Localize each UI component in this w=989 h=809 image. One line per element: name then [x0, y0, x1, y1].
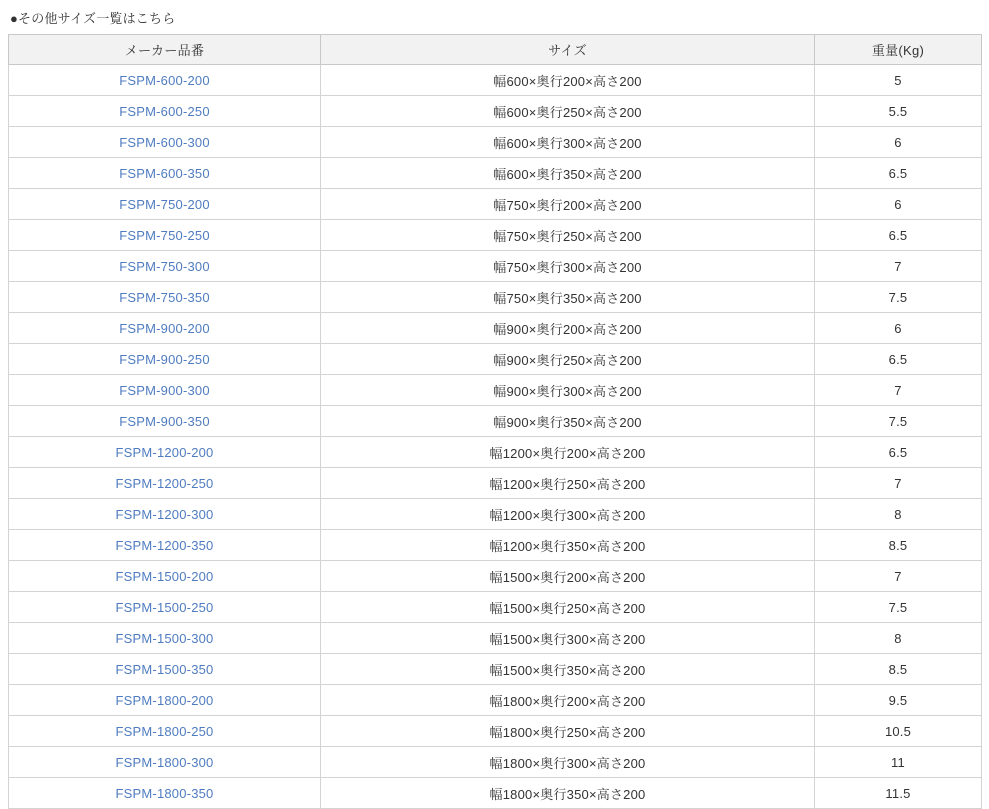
cell-part-number[interactable]: FSPM-1200-250	[9, 468, 321, 499]
cell-weight: 10.5	[815, 716, 982, 747]
size-table	[8, 34, 982, 809]
cell-size: 幅1800×奥行250×高さ200	[321, 716, 815, 747]
cell-weight: 8	[815, 499, 982, 530]
table-row	[9, 499, 982, 530]
cell-part-number[interactable]: FSPM-1500-300	[9, 623, 321, 654]
table-row	[9, 220, 982, 251]
cell-part-number[interactable]: FSPM-1800-350	[9, 778, 321, 809]
table-row	[9, 747, 982, 778]
cell-size: 幅1200×奥行350×高さ200	[321, 530, 815, 561]
cell-part-number[interactable]: FSPM-1500-350	[9, 654, 321, 685]
cell-part-number[interactable]: FSPM-600-300	[9, 127, 321, 158]
cell-weight: 6.5	[815, 158, 982, 189]
cell-weight: 5	[815, 65, 982, 96]
cell-size: 幅900×奥行350×高さ200	[321, 406, 815, 437]
cell-part-number[interactable]: FSPM-1800-200	[9, 685, 321, 716]
table-row	[9, 65, 982, 96]
cell-size: 幅1500×奥行200×高さ200	[321, 561, 815, 592]
table-row	[9, 530, 982, 561]
cell-size: 幅1500×奥行350×高さ200	[321, 654, 815, 685]
cell-weight: 8.5	[815, 654, 982, 685]
cell-size: 幅1800×奥行350×高さ200	[321, 778, 815, 809]
cell-size: 幅750×奥行300×高さ200	[321, 251, 815, 282]
table-row	[9, 592, 982, 623]
table-row	[9, 158, 982, 189]
table-row	[9, 251, 982, 282]
table-row	[9, 406, 982, 437]
cell-weight: 7.5	[815, 406, 982, 437]
cell-part-number[interactable]: FSPM-900-350	[9, 406, 321, 437]
cell-part-number[interactable]: FSPM-600-200	[9, 65, 321, 96]
cell-weight: 11	[815, 747, 982, 778]
cell-weight: 6.5	[815, 437, 982, 468]
cell-size: 幅600×奥行350×高さ200	[321, 158, 815, 189]
table-row	[9, 282, 982, 313]
cell-size: 幅900×奥行200×高さ200	[321, 313, 815, 344]
table-header-row	[9, 35, 982, 65]
cell-weight: 7.5	[815, 592, 982, 623]
column-header-size: サイズ	[321, 35, 815, 65]
table-row	[9, 623, 982, 654]
table-row	[9, 778, 982, 809]
cell-part-number[interactable]: FSPM-750-200	[9, 189, 321, 220]
table-row	[9, 716, 982, 747]
cell-size: 幅1200×奥行200×高さ200	[321, 437, 815, 468]
cell-size: 幅900×奥行250×高さ200	[321, 344, 815, 375]
cell-weight: 7	[815, 561, 982, 592]
table-row	[9, 437, 982, 468]
cell-size: 幅1500×奥行300×高さ200	[321, 623, 815, 654]
cell-weight: 6.5	[815, 220, 982, 251]
cell-part-number[interactable]: FSPM-600-250	[9, 96, 321, 127]
cell-weight: 6.5	[815, 344, 982, 375]
cell-size: 幅1800×奥行200×高さ200	[321, 685, 815, 716]
cell-size: 幅900×奥行300×高さ200	[321, 375, 815, 406]
cell-part-number[interactable]: FSPM-900-250	[9, 344, 321, 375]
cell-size: 幅750×奥行350×高さ200	[321, 282, 815, 313]
cell-part-number[interactable]: FSPM-1200-200	[9, 437, 321, 468]
cell-size: 幅750×奥行200×高さ200	[321, 189, 815, 220]
cell-part-number[interactable]: FSPM-900-200	[9, 313, 321, 344]
cell-weight: 6	[815, 313, 982, 344]
page-title: ●その他サイズ一覧はこちら	[10, 11, 176, 26]
cell-size: 幅1200×奥行250×高さ200	[321, 468, 815, 499]
cell-size: 幅1500×奥行250×高さ200	[321, 592, 815, 623]
column-header-part-number: メーカー品番	[9, 35, 321, 65]
cell-weight: 7	[815, 375, 982, 406]
table-row	[9, 127, 982, 158]
cell-weight: 7.5	[815, 282, 982, 313]
cell-part-number[interactable]: FSPM-900-300	[9, 375, 321, 406]
cell-part-number[interactable]: FSPM-1500-250	[9, 592, 321, 623]
cell-part-number[interactable]: FSPM-750-350	[9, 282, 321, 313]
cell-size: 幅1200×奥行300×高さ200	[321, 499, 815, 530]
cell-part-number[interactable]: FSPM-1200-350	[9, 530, 321, 561]
table-row	[9, 96, 982, 127]
cell-size: 幅600×奥行250×高さ200	[321, 96, 815, 127]
table-row	[9, 654, 982, 685]
cell-weight: 11.5	[815, 778, 982, 809]
table-row	[9, 344, 982, 375]
cell-weight: 8	[815, 623, 982, 654]
table-row	[9, 685, 982, 716]
table-header	[9, 35, 982, 65]
cell-part-number[interactable]: FSPM-600-350	[9, 158, 321, 189]
table-row	[9, 561, 982, 592]
cell-part-number[interactable]: FSPM-1200-300	[9, 499, 321, 530]
cell-part-number[interactable]: FSPM-750-300	[9, 251, 321, 282]
cell-part-number[interactable]: FSPM-1500-200	[9, 561, 321, 592]
cell-weight: 6	[815, 189, 982, 220]
cell-weight: 5.5	[815, 96, 982, 127]
cell-weight: 7	[815, 251, 982, 282]
column-header-weight: 重量(Kg)	[815, 35, 982, 65]
table-row	[9, 189, 982, 220]
cell-weight: 7	[815, 468, 982, 499]
cell-weight: 9.5	[815, 685, 982, 716]
table-body	[9, 65, 982, 809]
table-row	[9, 313, 982, 344]
cell-weight: 6	[815, 127, 982, 158]
cell-size: 幅600×奥行200×高さ200	[321, 65, 815, 96]
cell-size: 幅1800×奥行300×高さ200	[321, 747, 815, 778]
table-row	[9, 468, 982, 499]
cell-size: 幅600×奥行300×高さ200	[321, 127, 815, 158]
cell-part-number[interactable]: FSPM-1800-300	[9, 747, 321, 778]
cell-part-number[interactable]: FSPM-1800-250	[9, 716, 321, 747]
cell-part-number[interactable]: FSPM-750-250	[9, 220, 321, 251]
cell-size: 幅750×奥行250×高さ200	[321, 220, 815, 251]
table-row	[9, 375, 982, 406]
cell-weight: 8.5	[815, 530, 982, 561]
